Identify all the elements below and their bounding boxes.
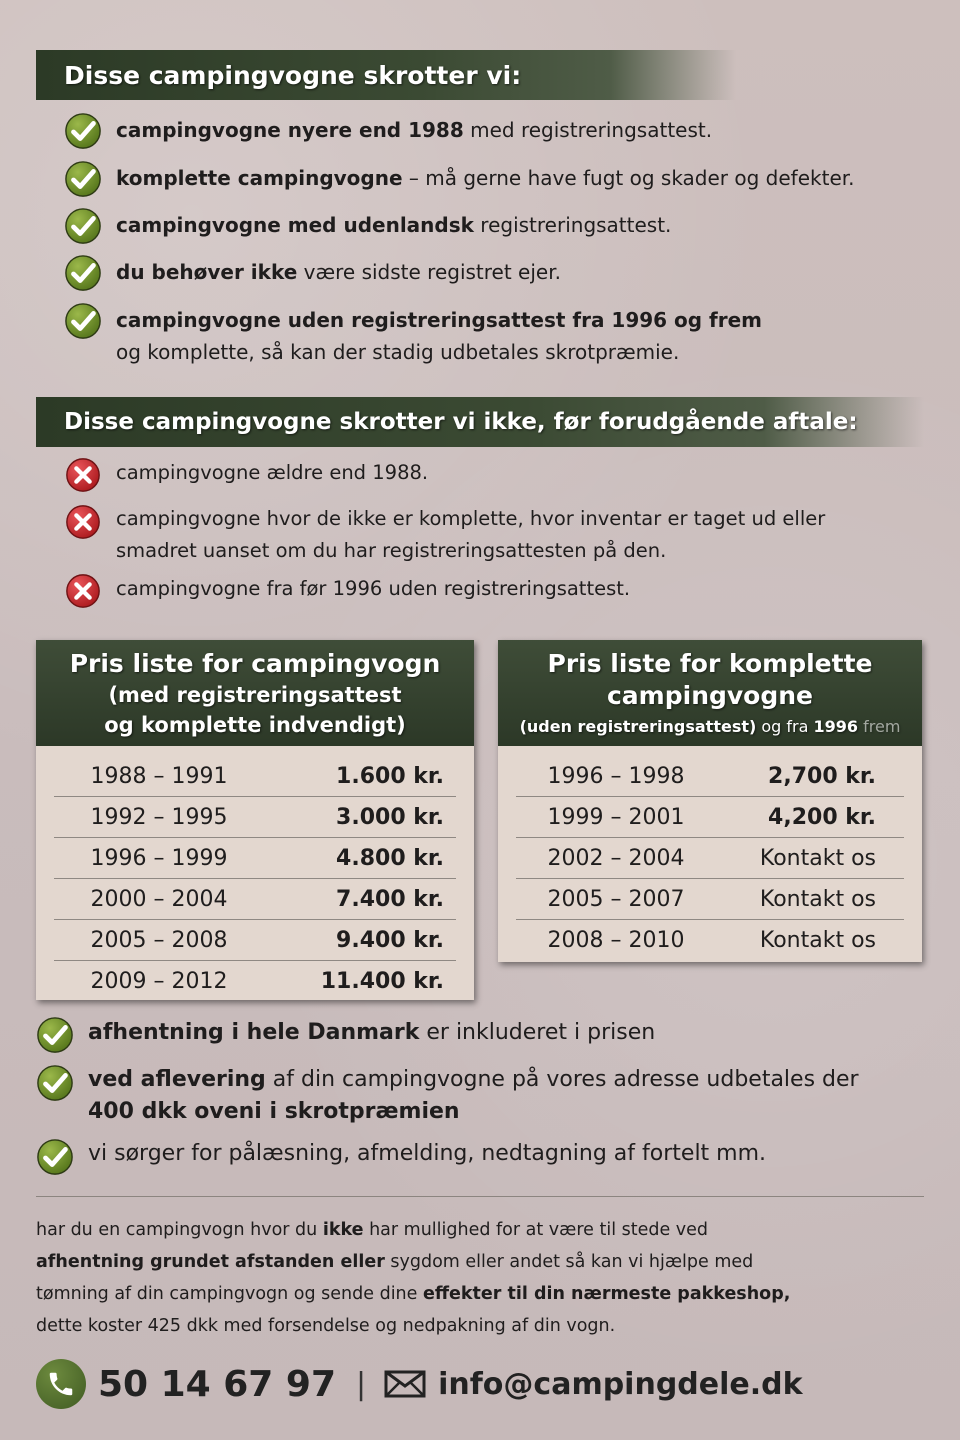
price: 11.400 kr. — [320, 968, 444, 994]
item-text: – må gerne have fugt og skader og defekter. — [402, 166, 855, 190]
item-text: registreringsattest. — [473, 213, 672, 237]
section-banner-accepted — [36, 50, 736, 100]
table-row — [516, 920, 904, 960]
year-range: 1999 – 2001 — [547, 804, 685, 830]
checkmark-icon — [64, 160, 102, 198]
price-table-header — [36, 640, 474, 746]
price-table-header — [498, 640, 922, 746]
checkmark-icon — [36, 1064, 74, 1102]
year-range: 2009 – 2012 — [90, 968, 228, 994]
benefit-item — [36, 1064, 859, 1128]
checkmark-icon — [64, 112, 102, 150]
price-table-registered — [36, 640, 474, 1000]
price: 1.600 kr. — [336, 763, 444, 789]
table-row — [516, 756, 904, 797]
price: 3.000 kr. — [336, 804, 444, 830]
item-bold: 400 dkk oveni i skrotpræmien — [88, 1099, 460, 1124]
table-title: Pris liste for komplette — [547, 649, 873, 678]
section-title: Disse campingvogne skrotter vi: — [64, 60, 522, 90]
table-subtitle-part: frem — [858, 717, 901, 736]
list-item — [64, 160, 855, 198]
year-range: 2002 – 2004 — [547, 845, 685, 871]
year-range: 2008 – 2010 — [547, 927, 685, 953]
table-row — [516, 838, 904, 879]
price: 2,700 kr. — [768, 763, 876, 789]
table-row — [54, 756, 456, 797]
table-row — [516, 797, 904, 838]
envelope-icon — [384, 1369, 426, 1399]
checkmark-icon — [36, 1016, 74, 1054]
list-item — [64, 302, 762, 368]
price: 4,200 kr. — [768, 804, 876, 830]
table-row — [54, 797, 456, 838]
checkmark-icon — [36, 1138, 74, 1176]
list-item — [64, 572, 630, 610]
benefit-item — [36, 1016, 655, 1054]
info-text: sygdom eller andet så kan vi hjælpe med — [384, 1252, 754, 1272]
benefit-item — [36, 1138, 766, 1176]
info-text: dette koster 425 dkk med forsendelse og nedpakning af din vogn. — [36, 1316, 616, 1336]
cross-icon — [64, 572, 102, 610]
contact-bar — [36, 1357, 803, 1411]
price: Kontakt os — [759, 886, 876, 912]
table-row — [54, 961, 456, 1001]
info-bold: ikke — [322, 1220, 364, 1240]
item-text: campingvogne fra før 1996 uden registreringsattest. — [116, 577, 631, 600]
table-subtitle: og komplette indvendigt) — [104, 713, 406, 737]
price: 9.400 kr. — [336, 927, 444, 953]
item-text: og komplette, så kan der stadig udbetales skrotpræmie. — [116, 340, 680, 364]
list-item — [64, 254, 561, 292]
table-row — [54, 879, 456, 920]
item-text: med registreringsattest. — [463, 118, 713, 142]
item-text: er inkluderet i prisen — [419, 1020, 656, 1045]
item-text: være sidste registret ejer. — [297, 260, 561, 284]
info-text: har du en campingvogn hvor du — [36, 1220, 323, 1240]
phone-icon — [36, 1359, 86, 1409]
year-range: 1996 – 1998 — [547, 763, 685, 789]
year-range: 1992 – 1995 — [90, 804, 228, 830]
item-text: smadret uanset om du har registreringsattesten på den. — [116, 539, 667, 562]
table-title: Pris liste for campingvogn — [69, 649, 441, 678]
table-row — [516, 879, 904, 920]
item-text: campingvogne ældre end 1988. — [116, 461, 429, 484]
item-bold: campingvogne med udenlandsk — [116, 213, 474, 237]
checkmark-icon — [64, 302, 102, 340]
table-subtitle: (med registreringsattest — [108, 683, 402, 707]
item-bold: afhentning i hele Danmark — [88, 1020, 420, 1045]
list-item — [64, 112, 712, 150]
year-range: 1996 – 1999 — [90, 845, 228, 871]
item-text: campingvogne hvor de ikke er komplette, hvor inventar er taget ud eller — [116, 507, 826, 530]
table-subtitle-part: 1996 — [813, 717, 859, 736]
year-range: 2005 – 2008 — [90, 927, 228, 953]
divider — [36, 1196, 924, 1197]
price: Kontakt os — [759, 845, 876, 871]
info-text: har mullighed for at være til stede ved — [363, 1220, 709, 1240]
info-paragraph — [36, 1214, 936, 1342]
cross-icon — [64, 503, 102, 541]
cross-icon — [64, 456, 102, 494]
table-subtitle — [498, 712, 922, 742]
item-bold: campingvogne uden registreringsattest fra 1996 og frem — [116, 308, 763, 332]
item-text: af din campingvogne på vores adresse udbetales der — [265, 1067, 859, 1092]
table-subtitle-part: (uden registreringsattest) — [519, 717, 757, 736]
phone-number[interactable]: 50 14 67 97 — [98, 1363, 336, 1405]
info-bold: afhentning grundet afstanden eller — [36, 1252, 385, 1272]
table-subtitle-part: og fra — [756, 717, 814, 736]
table-row — [54, 920, 456, 961]
price: 7.400 kr. — [336, 886, 444, 912]
checkmark-icon — [64, 254, 102, 292]
section-title: Disse campingvogne skrotter vi ikke, før forudgående aftale: — [64, 409, 858, 435]
info-bold: effekter til din nærmeste pakkeshop, — [422, 1284, 791, 1304]
list-item — [64, 503, 825, 567]
list-item — [64, 207, 671, 245]
info-text: tømning af din campingvogn og sende dine — [36, 1284, 423, 1304]
item-bold: ved aflevering — [88, 1067, 266, 1092]
price: 4.800 kr. — [336, 845, 444, 871]
email-link[interactable]: info@campingdele.dk — [438, 1366, 803, 1402]
year-range: 2005 – 2007 — [547, 886, 685, 912]
item-text: vi sørger for pålæsning, afmelding, nedtagning af fortelt mm. — [88, 1141, 767, 1166]
list-item — [64, 456, 428, 494]
item-bold: du behøver ikke — [116, 260, 298, 284]
checkmark-icon — [64, 207, 102, 245]
item-bold: komplette campingvogne — [116, 166, 403, 190]
table-row — [54, 838, 456, 879]
year-range: 1988 – 1991 — [90, 763, 228, 789]
price-table-complete — [498, 640, 922, 962]
year-range: 2000 – 2004 — [90, 886, 228, 912]
table-title: campingvogne — [606, 681, 814, 710]
section-banner-not-accepted — [36, 397, 924, 447]
item-bold: campingvogne nyere end 1988 — [116, 118, 464, 142]
separator: | — [356, 1366, 367, 1402]
price: Kontakt os — [759, 927, 876, 953]
